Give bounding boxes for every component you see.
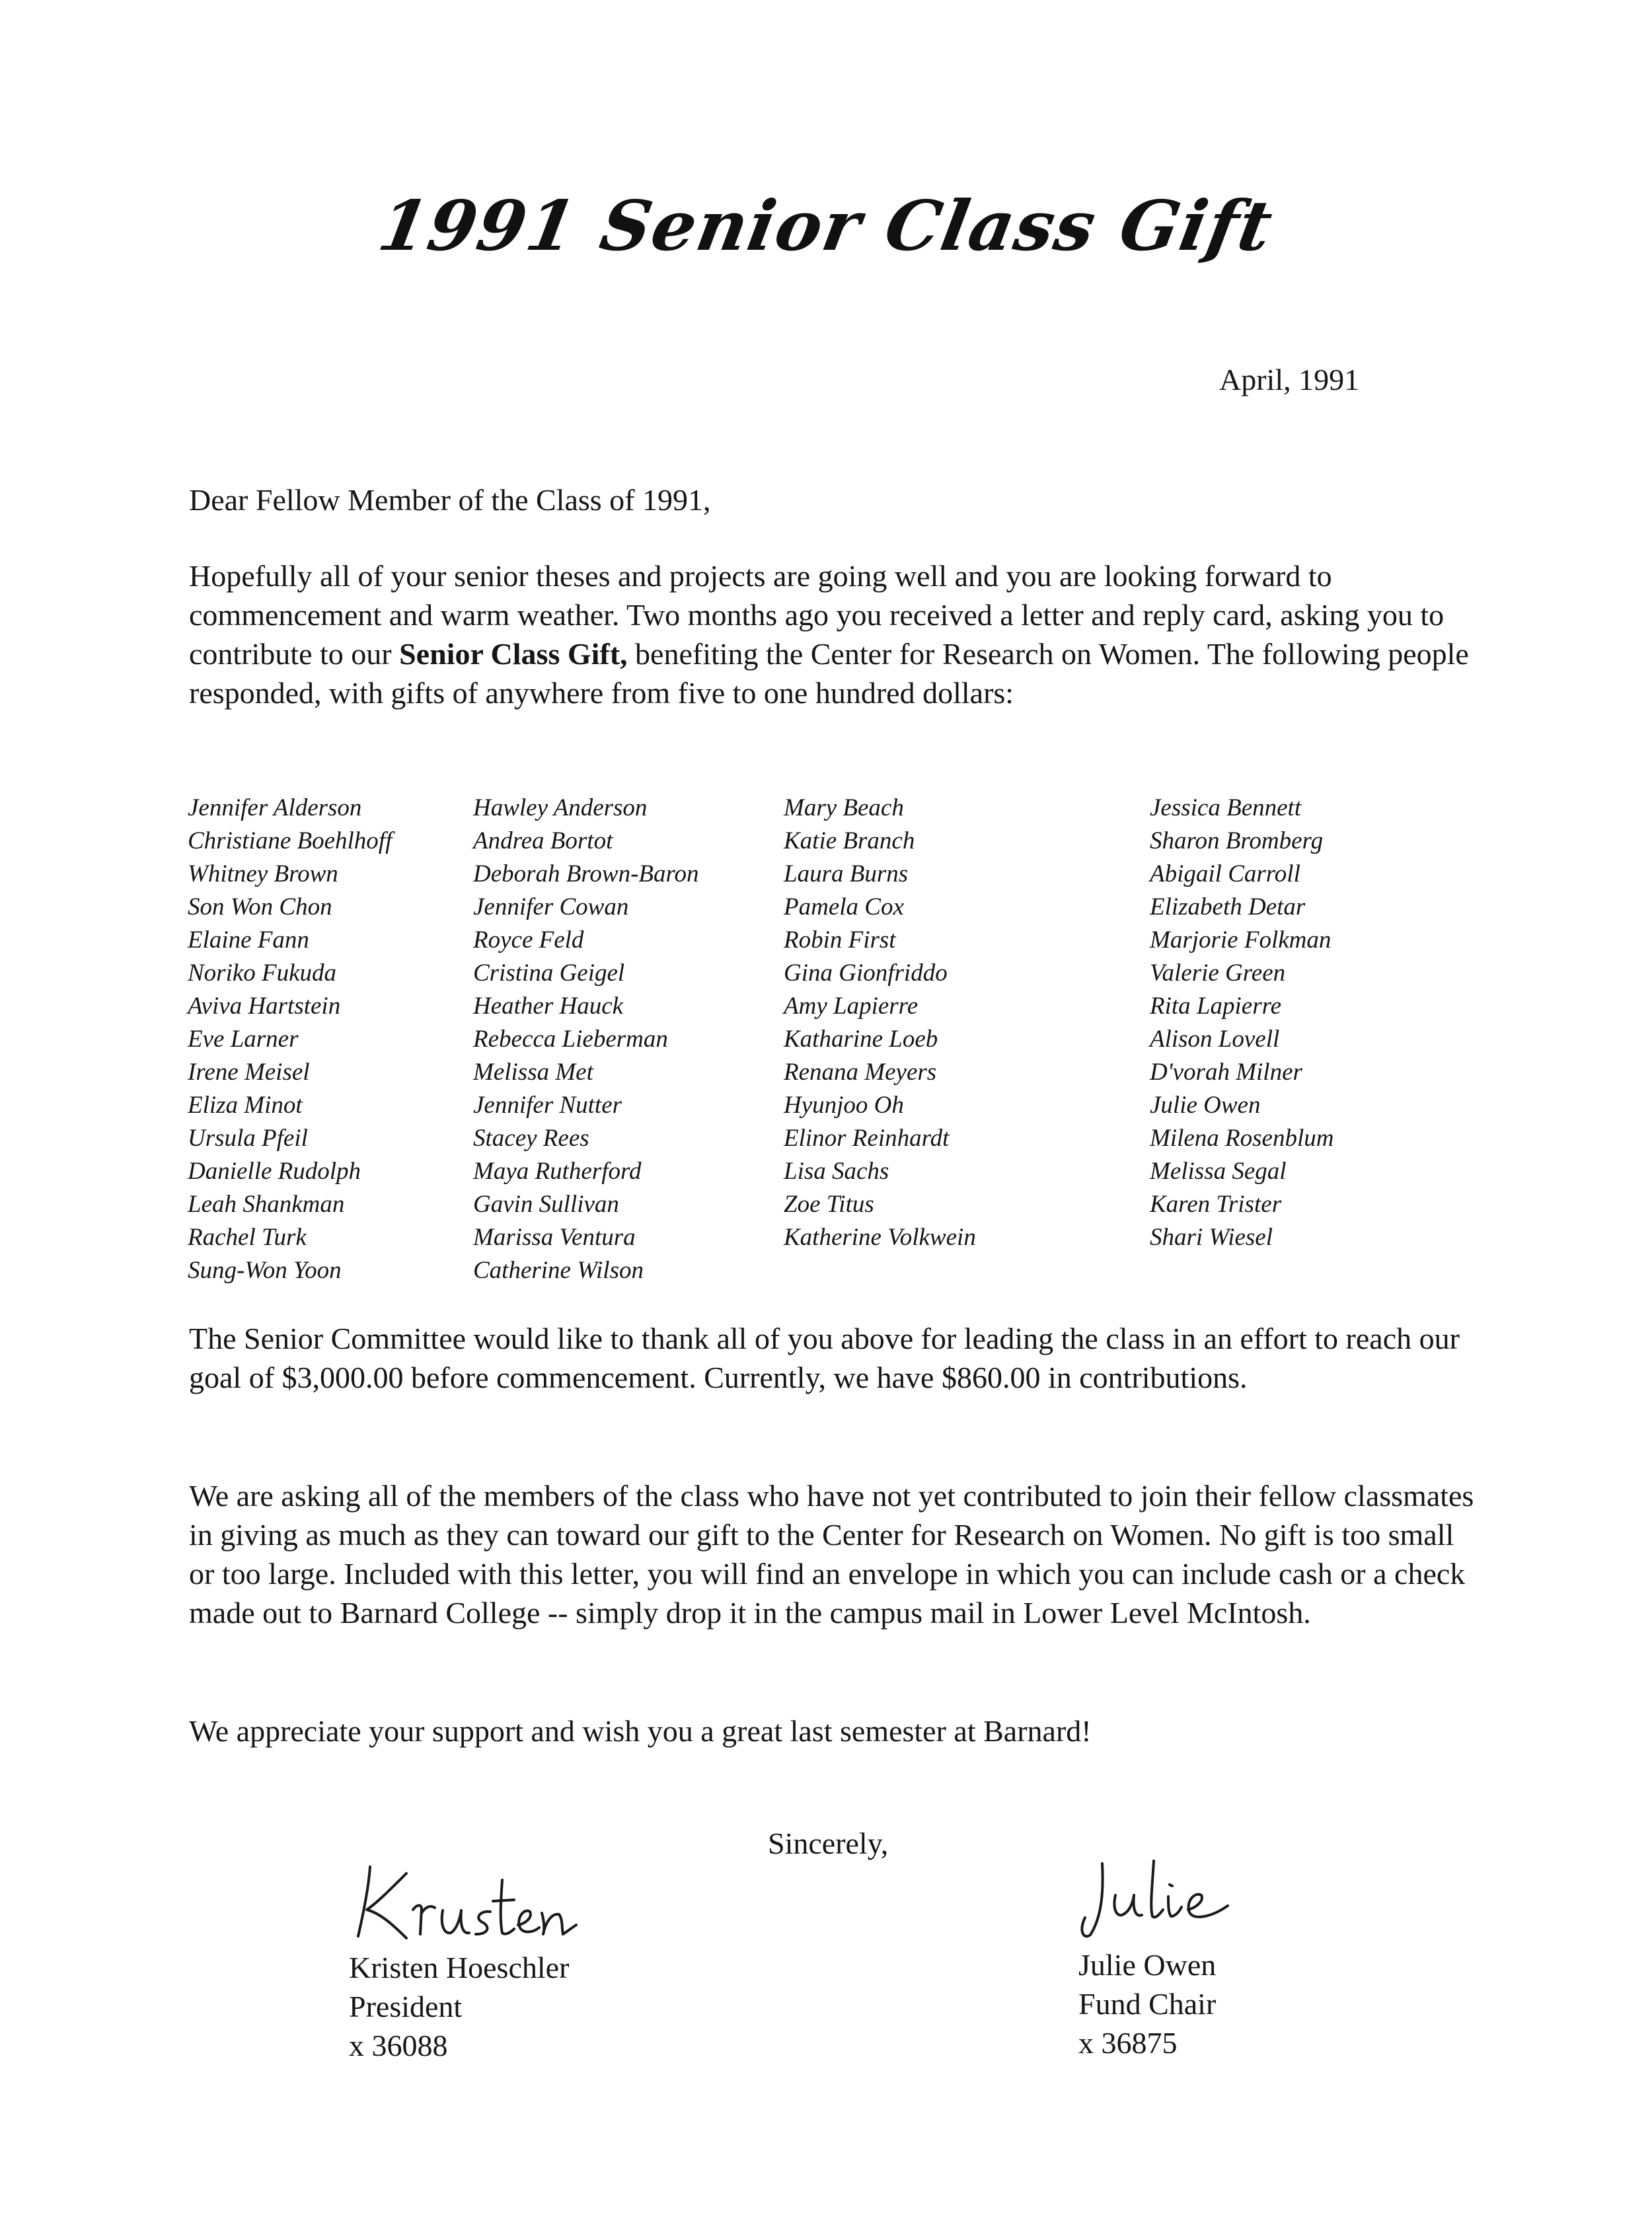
contributor-name: Hawley Anderson [473, 794, 648, 821]
contributor-name: Shari Wiesel [1150, 1224, 1273, 1251]
contributor-name: Catherine Wilson [473, 1257, 644, 1284]
contributor-name: Cristina Geigel [473, 959, 625, 987]
letter-date: April, 1991 [1219, 363, 1360, 396]
contributor-name: Maya Rutherford [473, 1158, 642, 1185]
contributor-name: Gina Gionfriddo [784, 959, 948, 987]
contributor-name: Renana Meyers [784, 1059, 937, 1086]
contributor-name: Son Won Chon [188, 893, 332, 921]
kristen-signature [344, 1847, 582, 1946]
signatory-president [349, 1948, 569, 2065]
contributor-name: Noriko Fukuda [188, 959, 337, 987]
contributor-name: Katie Branch [784, 827, 915, 854]
closing: Sincerely, [768, 1826, 889, 1860]
contributor-name: Christiane Boehlhoff [188, 827, 393, 854]
contributor-name: Deborah Brown-Baron [473, 860, 699, 887]
contributor-name: Jessica Bennett [1150, 794, 1302, 821]
signatory-name: Kristen Hoeschler [349, 1951, 570, 1984]
contributor-name: Jennifer Nutter [473, 1092, 622, 1119]
contributor-name: D'vorah Milner [1150, 1059, 1302, 1086]
contributor-name: Gavin Sullivan [473, 1191, 619, 1218]
contributor-name: Lisa Sachs [784, 1158, 889, 1185]
contributor-name: Rita Lapierre [1150, 993, 1282, 1020]
contributor-name: Danielle Rudolph [188, 1158, 361, 1185]
contributor-name: Jennifer Cowan [473, 893, 629, 921]
signatory-extension: x 36088 [349, 2029, 448, 2062]
intro-text-start: Hopefully all of your senior theses and projects are going well and you are looking forward to commencement and warm weather. Two months ago you received a letter and reply card, asking you to contribute to our [189, 559, 1445, 671]
contributor-column-3 [784, 792, 976, 1254]
intro-text-end: benefiting the Center for Research on Women. The following people responded, with gifts of anywhere from five to one hundred dollars: [189, 637, 1469, 710]
contributor-name: Rachel Turk [188, 1224, 307, 1251]
contributor-name: Elaine Fann [188, 926, 309, 954]
julie-signature [1076, 1844, 1248, 1943]
contributor-name: Elinor Reinhardt [784, 1125, 950, 1152]
signatory-role: President [349, 1990, 463, 2023]
contributor-name: Katherine Volkwein [784, 1224, 976, 1251]
contributor-name: Valerie Green [1150, 959, 1286, 987]
contributor-column-1 [188, 792, 392, 1287]
contributor-name: Stacey Rees [473, 1125, 589, 1152]
contributor-name: Amy Lapierre [784, 993, 919, 1020]
contributor-name: Alison Lovell [1150, 1026, 1280, 1053]
contributor-name: Aviva Hartstein [188, 993, 341, 1020]
contributor-name: Andrea Bortot [473, 827, 613, 854]
signatory-fund-chair [1078, 1945, 1216, 2062]
contributor-name: Jennifer Alderson [188, 794, 362, 821]
contributor-name: Katharine Loeb [784, 1026, 938, 1053]
senior-class-gift-emphasis: Senior Class Gift, [399, 637, 628, 671]
thanks-paragraph: The Senior Committee would like to thank all of you above for leading the class in an effort to reach our goal of $3,000.00 before commencement. Currently, we have $860.00 in contributions. [189, 1322, 1460, 1394]
contributor-name: Leah Shankman [188, 1191, 345, 1218]
contributor-name: Robin First [784, 926, 896, 954]
contributor-name: Zoe Titus [784, 1191, 874, 1218]
signatory-name: Julie Owen [1078, 1948, 1217, 1982]
contributor-name: Rebecca Lieberman [473, 1026, 668, 1053]
contributor-name: Royce Feld [473, 926, 584, 954]
contributor-name: Sharon Bromberg [1150, 827, 1324, 854]
contributor-name: Elizabeth Detar [1150, 893, 1306, 921]
signatory-role: Fund Chair [1078, 1987, 1217, 2021]
contributor-name: Karen Trister [1150, 1191, 1282, 1218]
page-title: 1991 Senior Class Gift [372, 185, 1280, 266]
contributor-column-2 [473, 792, 699, 1287]
contributor-name: Irene Meisel [188, 1059, 310, 1086]
contributor-name: Hyunjoo Oh [784, 1092, 904, 1119]
contributor-name: Mary Beach [784, 794, 904, 821]
signatory-extension: x 36875 [1078, 2026, 1178, 2060]
contributor-name: Ursula Pfeil [188, 1125, 308, 1152]
request-paragraph: We are asking all of the members of the class who have not yet contributed to join their fellow classmates in giving as much as they can toward our gift to the Center for Research on Women. No gift is too small or too large. Included with this letter, you will find an envelope in which you can include cash or a check made out to Barnard College -- simply drop it in the campus mail in Lower Level McIntosh. [189, 1479, 1474, 1630]
contributor-name: Julie Owen [1150, 1092, 1261, 1119]
contributor-name: Marissa Ventura [473, 1224, 636, 1251]
contributor-name: Marjorie Folkman [1150, 926, 1332, 954]
contributor-name: Melissa Met [473, 1059, 593, 1086]
contributor-name: Whitney Brown [188, 860, 338, 887]
contributor-name: Laura Burns [784, 860, 909, 887]
contributor-name: Melissa Segal [1150, 1158, 1287, 1185]
contributor-name: Sung-Won Yoon [188, 1257, 342, 1284]
contributor-name: Pamela Cox [784, 893, 904, 921]
contributor-name: Milena Rosenblum [1150, 1125, 1334, 1152]
contributor-name: Abigail Carroll [1150, 860, 1300, 887]
contributor-name: Eve Larner [188, 1026, 299, 1053]
contributor-name: Eliza Minot [188, 1092, 303, 1119]
contributor-name: Heather Hauck [473, 993, 624, 1020]
appreciation-paragraph: We appreciate your support and wish you a great last semester at Barnard! [189, 1714, 1092, 1748]
salutation: Dear Fellow Member of the Class of 1991, [189, 483, 711, 517]
contributor-column-4 [1150, 792, 1333, 1254]
intro-paragraph [189, 556, 1484, 712]
